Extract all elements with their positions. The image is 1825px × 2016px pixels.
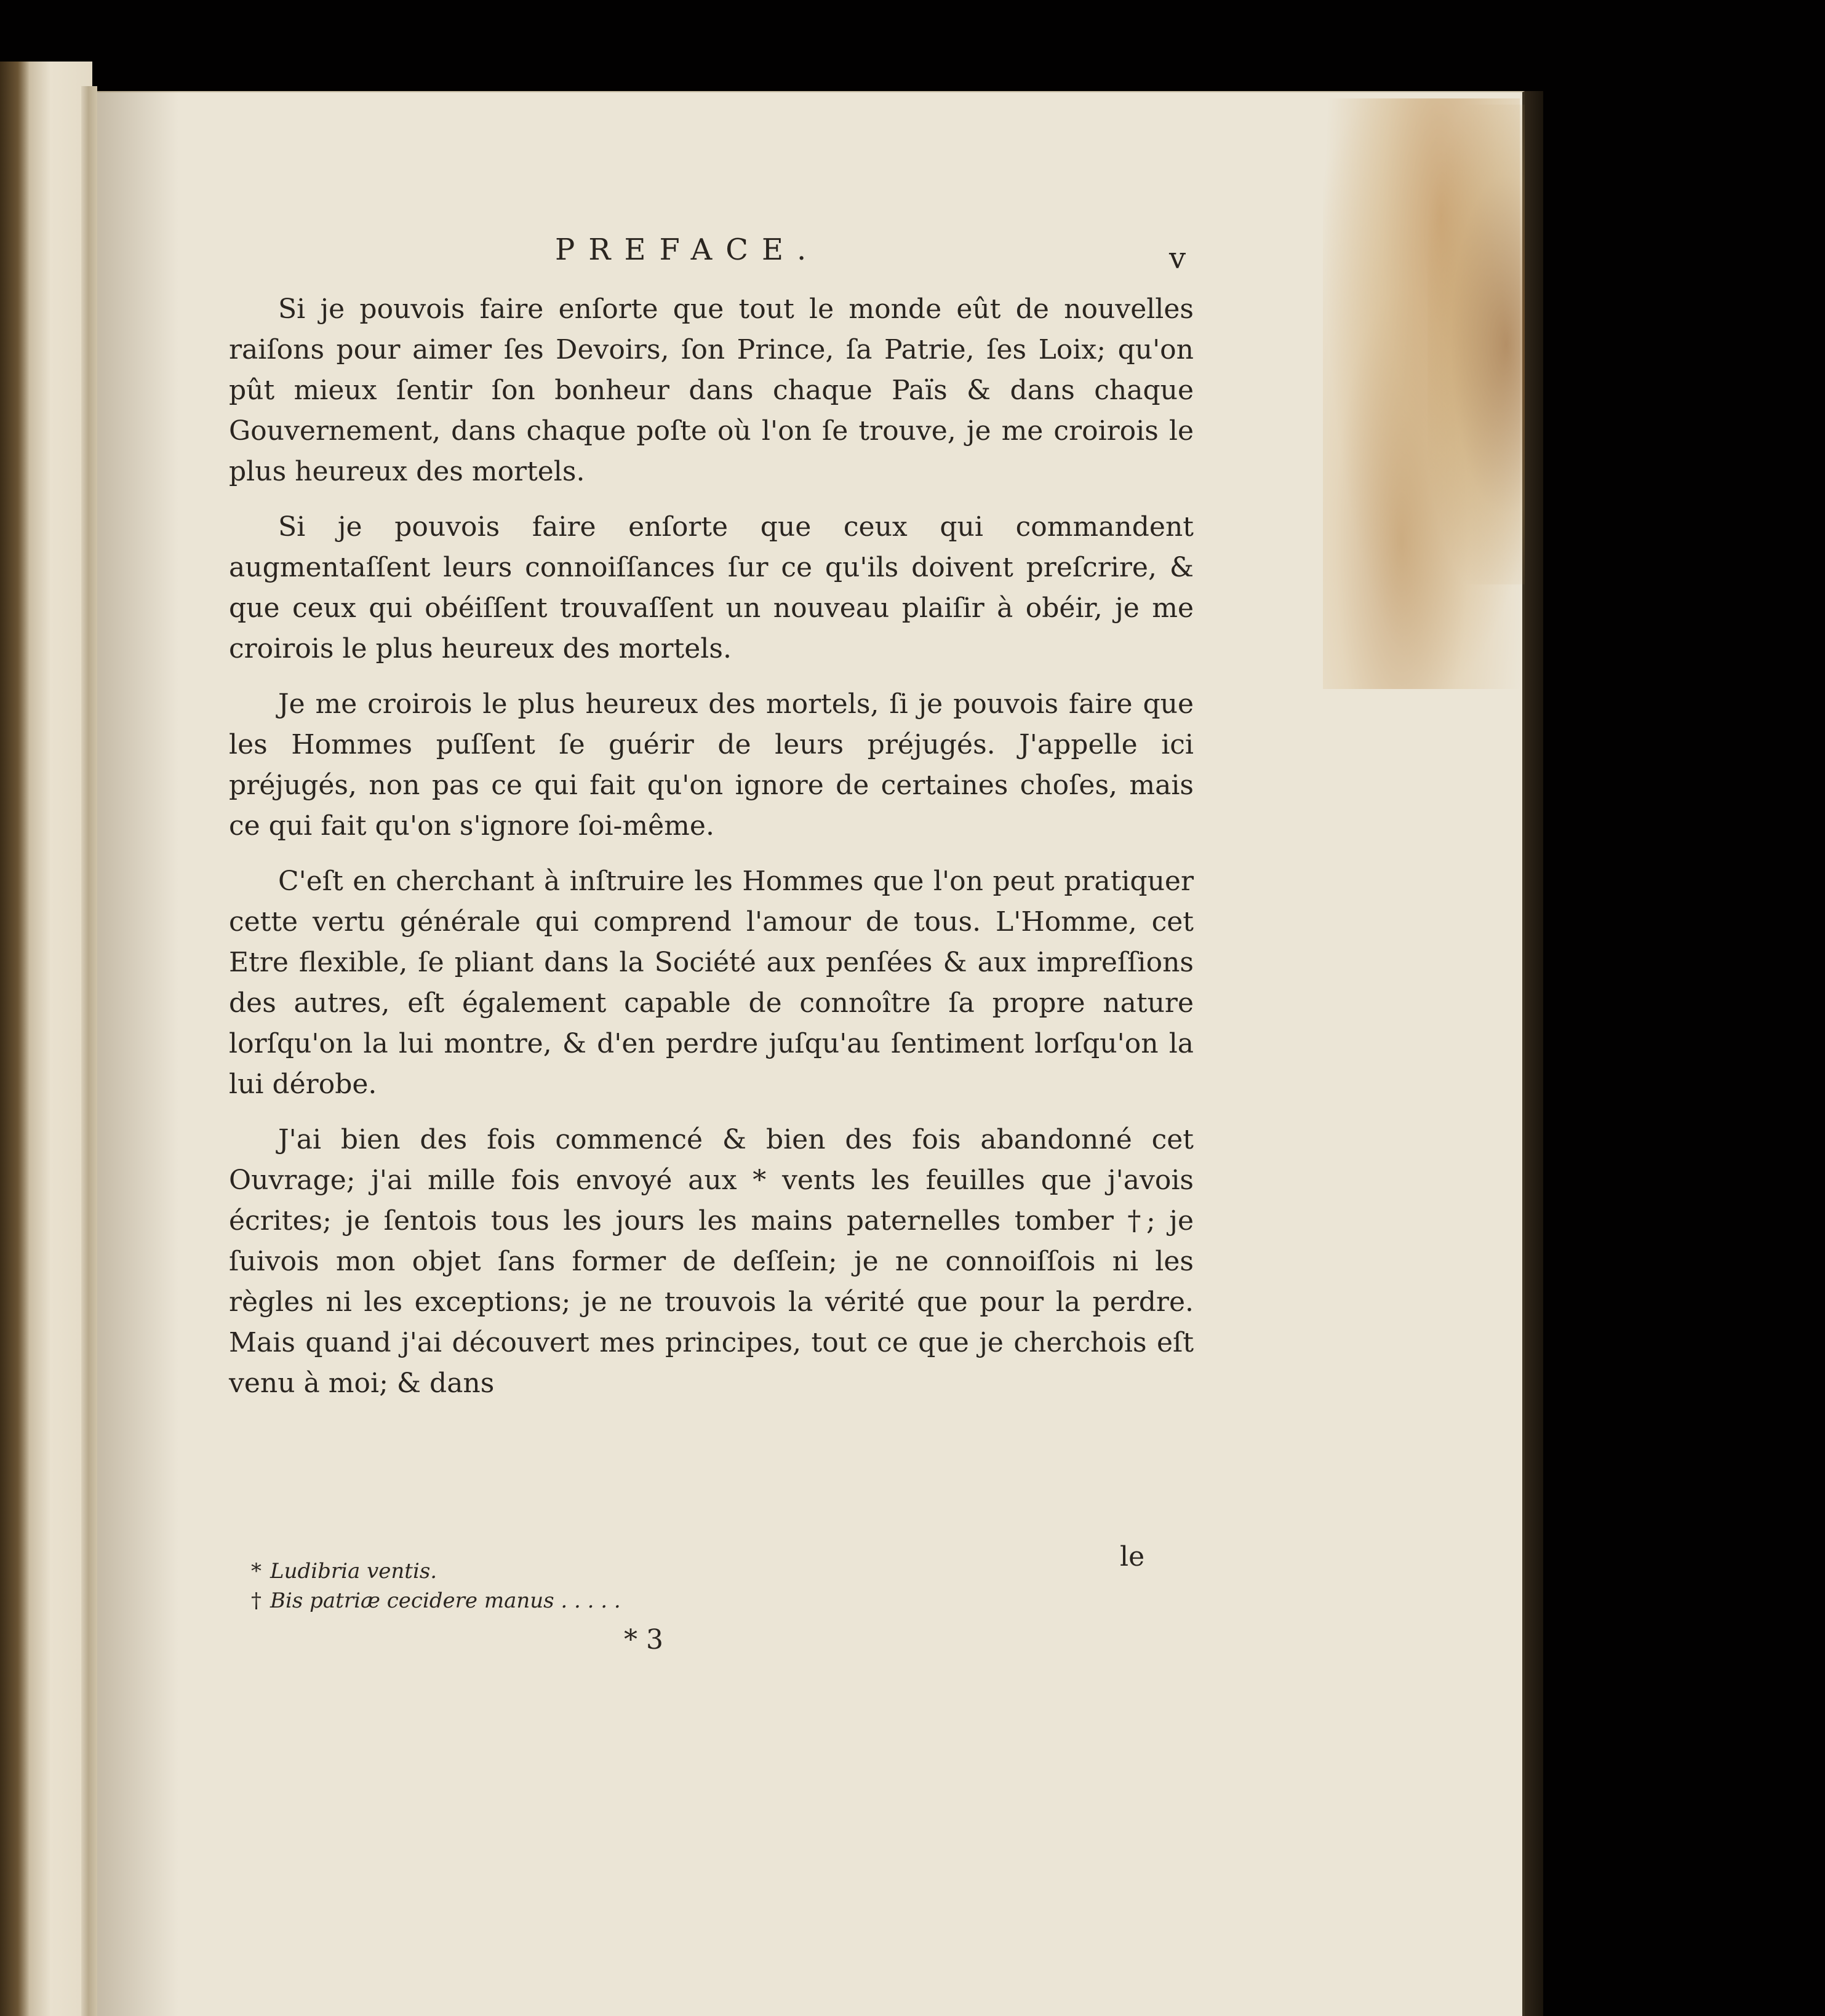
footnote-mark: * bbox=[251, 1559, 262, 1584]
page-edge-shadow bbox=[1525, 91, 1543, 2016]
catchword: le bbox=[1120, 1541, 1145, 1572]
running-head: PREFACE. bbox=[555, 233, 820, 267]
footnote-mark: † bbox=[251, 1588, 262, 1613]
paragraph: Si je pouvois faire enſorte que ceux qui commandent augmentaſſent leurs connoiſſances ſur ce qu'ils doivent preſcrire, & que ceux qui obéiſſent trouvaſſent un nouveau plaiſir à obéir, je me croirois le plus heureux des mortels. bbox=[229, 511, 1194, 664]
paragraph: J'ai bien des fois commencé & bien des fois abandonné cet Ouvrage; j'ai mille fois envoyé aux * vents les feuilles que j'avois écrites; je ſentois tous les jours les mains paternelles tomber †; je ſuivois mon objet ſans former de deſſein; je ne connoiſſois ni les règles ni les exceptions; je ne trouvois la vérité que pour la perdre. Mais quand j'ai découvert mes principes, tout ce que je cherchois eſt venu à moi; & dans bbox=[229, 1124, 1194, 1399]
gutter-shadow bbox=[92, 91, 178, 2016]
footnote bbox=[251, 1556, 621, 1586]
footnote-text: Ludibria ventis. bbox=[270, 1559, 437, 1584]
book-gutter bbox=[81, 86, 97, 2016]
paragraph: Si je pouvois faire enſorte que tout le monde eût de nouvelles raiſons pour aimer ſes Devoirs, ſon Prince, ſa Patrie, ſes Loix; qu'on pût mieux ſentir ſon bonheur dans chaque Païs & dans chaque Gouvernement, dans chaque poſte où l'on ſe trouve, je me croirois le plus heureux des mortels. bbox=[229, 293, 1194, 487]
paragraph: C'eſt en cherchant à inſtruire les Hommes que l'on peut pratiquer cette vertu générale qui comprend l'amour de tous. L'Homme, cet Etre flexible, ſe pliant dans la Société aux penſées & aux impreſſions des autres, eſt également capable de connoître ſa propre nature lorſqu'on la lui montre, & d'en perdre juſqu'au ſentiment lorſqu'on la lui dérobe. bbox=[229, 866, 1194, 1100]
paragraph: Je me croirois le plus heureux des mortels, ſi je pouvois faire que les Hommes puſſent ſe guérir de leurs préjugés. J'appelle ici préjugés, non pas ce qui fait qu'on ignore de certaines choſes, mais ce qui fait qu'on s'ignore ſoi-même. bbox=[229, 688, 1194, 842]
body-text bbox=[229, 289, 1194, 1419]
footnote bbox=[251, 1586, 621, 1616]
foxing-stain-edge bbox=[1428, 105, 1526, 584]
page-number: v bbox=[1169, 241, 1186, 276]
footnote-text: Bis patriæ cecidere manus . . . . . bbox=[270, 1588, 621, 1613]
signature-mark: * 3 bbox=[624, 1624, 663, 1655]
footnotes bbox=[251, 1556, 621, 1616]
left-page-edge bbox=[0, 62, 30, 2016]
